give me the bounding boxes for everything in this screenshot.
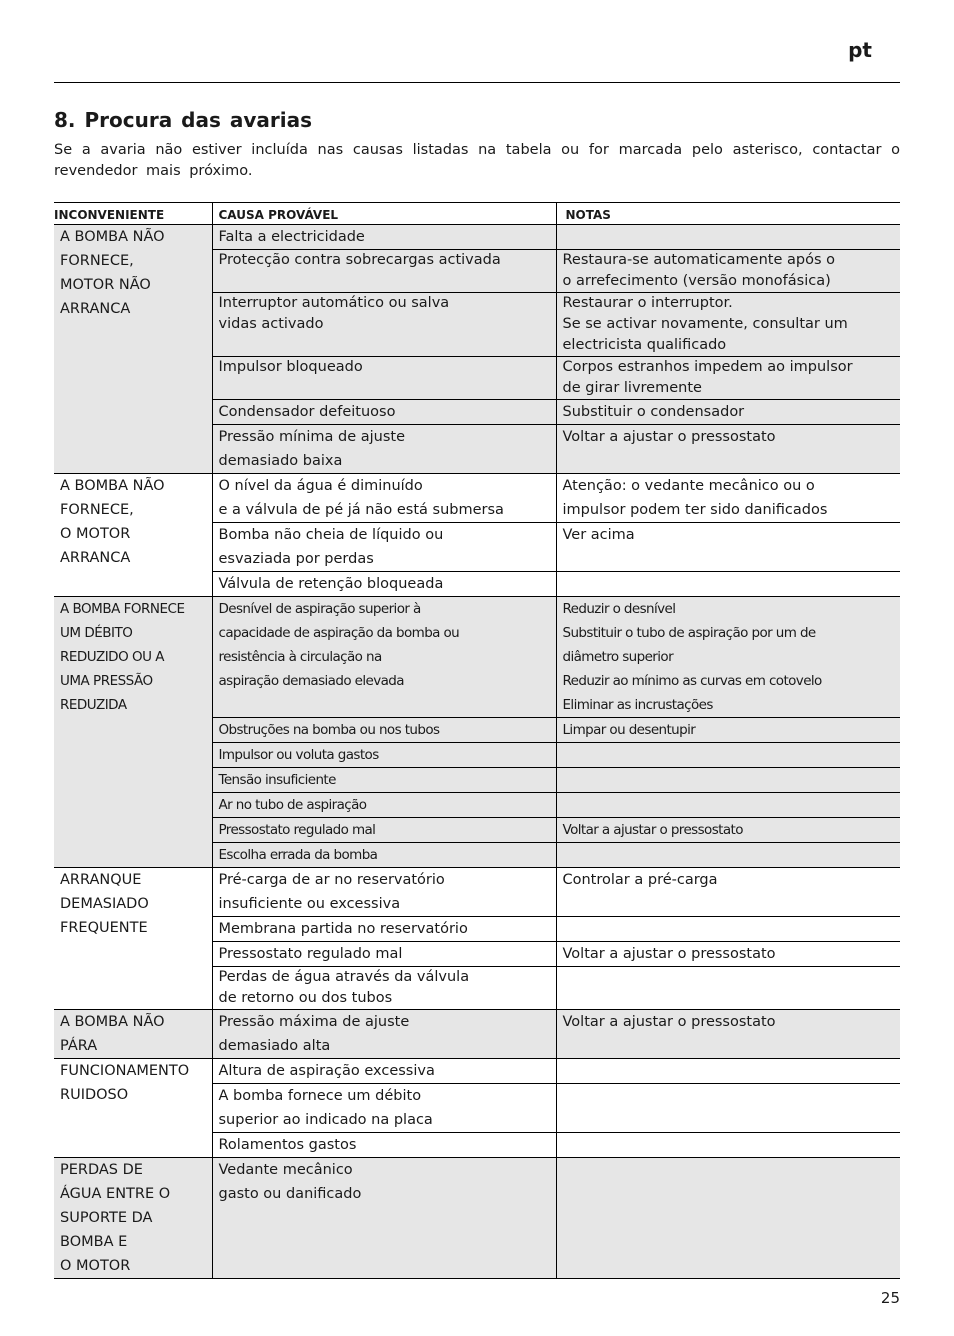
note-cell (556, 1010, 900, 1059)
note-cell (556, 225, 900, 250)
cause-line: vidas activado (218, 316, 324, 332)
issue-line: A BOMBA NÃO (60, 1014, 165, 1030)
section-title: 8. Procura das avarias (54, 108, 312, 132)
cause-line: resistência à circulação na (218, 649, 382, 665)
cause-line: Ar no tubo de aspiração (218, 797, 367, 813)
note-cell (556, 293, 900, 357)
cause-cell (212, 843, 556, 868)
note-cell (556, 400, 900, 425)
cause-line: Desnível de aspiração superior à (218, 601, 421, 617)
column-header-issue: INCONVENIENTE (54, 203, 212, 225)
cause-line: Vedante mecânico (218, 1162, 353, 1178)
table-header-row (54, 203, 900, 225)
note-cell (556, 1158, 900, 1279)
issue-line: A BOMBA FORNECE (60, 601, 185, 617)
issue-line: ÁGUA ENTRE O (60, 1186, 171, 1202)
issue-cell (54, 1158, 212, 1279)
cause-cell (212, 1059, 556, 1084)
cause-cell (212, 818, 556, 843)
cause-cell (212, 1010, 556, 1059)
issue-cell (54, 225, 212, 474)
cause-cell (212, 718, 556, 743)
note-line: Reduzir o desnível (562, 601, 676, 617)
troubleshooting-table (54, 202, 900, 1279)
issue-line: A BOMBA NÃO (60, 229, 165, 245)
issue-cell (54, 1059, 212, 1158)
cause-line: capacidade de aspiração da bomba ou (218, 625, 460, 641)
cause-cell (212, 743, 556, 768)
issue-line: O MOTOR (60, 526, 131, 542)
note-cell (556, 917, 900, 942)
cause-line: O nível da água é diminuído (218, 478, 423, 494)
cause-line: Pressão mínima de ajuste (218, 429, 406, 445)
cause-cell (212, 793, 556, 818)
cause-cell (212, 474, 556, 523)
cause-cell (212, 357, 556, 400)
cause-line: Escolha errada da bomba (218, 847, 378, 863)
note-line: Corpos estranhos impedem ao impulsor (562, 359, 853, 375)
cause-line: Bomba não cheia de líquido ou (218, 527, 444, 543)
issue-line: FORNECE, (60, 502, 134, 518)
issue-line: FORNECE, (60, 253, 134, 269)
issue-line: ARRANQUE (60, 872, 142, 888)
cause-line: Perdas de água através da válvula (218, 969, 470, 985)
note-line: Limpar ou desentupir (562, 722, 696, 738)
header-rule (54, 82, 900, 83)
issue-line: FREQUENTE (60, 920, 148, 936)
note-cell (556, 1133, 900, 1158)
issue-line: MOTOR NÃO (60, 277, 151, 293)
column-header-notes: NOTAS (556, 203, 900, 225)
cause-cell (212, 597, 556, 718)
cause-line: aspiração demasiado elevada (218, 673, 404, 689)
cause-cell (212, 250, 556, 293)
note-cell (556, 474, 900, 523)
page-number: 25 (880, 1289, 900, 1307)
issue-line: BOMBA E (60, 1234, 128, 1250)
cause-cell (212, 400, 556, 425)
cause-line: gasto ou danificado (218, 1186, 362, 1202)
cause-line: esvaziada por perdas (218, 551, 374, 567)
note-cell (556, 967, 900, 1010)
cause-cell (212, 523, 556, 572)
cause-line: Obstruções na bomba ou nos tubos (218, 722, 440, 738)
issue-line: REDUZIDA (60, 697, 127, 713)
note-line: Substituir o condensador (562, 404, 745, 420)
issue-line: RUIDOSO (60, 1087, 129, 1103)
cause-line: e a válvula de pé já não está submersa (218, 502, 504, 518)
cause-line: Pressão máxima de ajuste (218, 1014, 410, 1030)
note-line: electricista qualificado (562, 337, 727, 353)
issue-line: A BOMBA NÃO (60, 478, 165, 494)
issue-cell (54, 868, 212, 1010)
issue-line: SUPORTE DA (60, 1210, 153, 1226)
cause-cell (212, 1158, 556, 1279)
cause-line: Impulsor bloqueado (218, 359, 363, 375)
issue-cell (54, 1010, 212, 1059)
note-cell (556, 818, 900, 843)
cause-cell (212, 942, 556, 967)
note-line: diâmetro superior (562, 649, 674, 665)
cause-line: Rolamentos gastos (218, 1137, 357, 1153)
note-cell (556, 793, 900, 818)
table-row (54, 225, 900, 250)
issue-line: PERDAS DE (60, 1162, 143, 1178)
table-row (54, 868, 900, 917)
cause-cell (212, 293, 556, 357)
note-line: de girar livremente (562, 380, 702, 396)
note-cell (556, 768, 900, 793)
cause-line: insuficiente ou excessiva (218, 896, 401, 912)
note-line: Restaura-se automaticamente após o (562, 252, 835, 268)
cause-line: Tensão insuficiente (218, 772, 336, 788)
note-cell (556, 1084, 900, 1133)
cause-line: Condensador defeituoso (218, 404, 396, 420)
issue-cell (54, 474, 212, 597)
note-line: Voltar a ajustar o pressostato (562, 946, 776, 962)
cause-cell (212, 967, 556, 1010)
note-cell (556, 425, 900, 474)
note-line: Ver acima (562, 527, 635, 543)
issue-line: DEMASIADO (60, 896, 149, 912)
note-line: Substituir o tubo de aspiração por um de (562, 625, 816, 641)
cause-line: Altura de aspiração excessiva (218, 1063, 435, 1079)
note-line: Atenção: o vedante mecânico ou o (562, 478, 815, 494)
cause-line: demasiado alta (218, 1038, 331, 1054)
note-line: Voltar a ajustar o pressostato (562, 1014, 776, 1030)
issue-line: ARRANCA (60, 550, 131, 566)
issue-line: ARRANCA (60, 301, 131, 317)
note-line: Voltar a ajustar o pressostato (562, 429, 776, 445)
note-cell (556, 942, 900, 967)
note-line: Restaurar o interruptor. (562, 295, 733, 311)
note-line: Voltar a ajustar o pressostato (562, 822, 743, 838)
cause-line: superior ao indicado na placa (218, 1112, 433, 1128)
cause-cell (212, 917, 556, 942)
note-line: Reduzir ao mínimo as curvas em cotovelo (562, 673, 822, 689)
issue-line: UM DÉBITO (60, 625, 133, 641)
cause-line: Pressostato regulado mal (218, 946, 403, 962)
table-row (54, 597, 900, 718)
table-body (54, 225, 900, 1279)
note-cell (556, 250, 900, 293)
cause-cell (212, 425, 556, 474)
cause-line: Pré-carga de ar no reservatório (218, 872, 445, 888)
cause-cell (212, 572, 556, 597)
note-line: impulsor podem ter sido danificados (562, 502, 828, 518)
intro-paragraph: Se a avaria não estiver incluída nas causas listadas na tabela ou for marcada pelo asterisco, contactar o revendedor mais próximo. (54, 142, 900, 179)
cause-line: Impulsor ou voluta gastos (218, 747, 379, 763)
cause-cell (212, 1133, 556, 1158)
cause-line: Membrana partida no reservatório (218, 921, 468, 937)
cause-line: de retorno ou dos tubos (218, 990, 393, 1006)
note-line: Se se activar novamente, consultar um (562, 316, 848, 332)
table-row (54, 1059, 900, 1084)
issue-line: REDUZIDO OU A (60, 649, 165, 665)
note-cell (556, 572, 900, 597)
issue-line: UMA PRESSÃO (60, 673, 153, 689)
cause-line: Pressostato regulado mal (218, 822, 376, 838)
note-line: Controlar a pré-carga (562, 872, 718, 888)
note-cell (556, 597, 900, 718)
note-cell (556, 523, 900, 572)
cause-cell (212, 1084, 556, 1133)
cause-line: Falta a electricidade (218, 229, 365, 245)
cause-line: A bomba fornece um débito (218, 1088, 422, 1104)
cause-cell (212, 225, 556, 250)
note-line: Eliminar as incrustações (562, 697, 713, 713)
issue-cell (54, 597, 212, 868)
cause-cell (212, 768, 556, 793)
cause-line: demasiado baixa (218, 453, 343, 469)
table-row (54, 474, 900, 523)
note-cell (556, 1059, 900, 1084)
note-line: o arrefecimento (versão monofásica) (562, 273, 831, 289)
table-row (54, 1158, 900, 1279)
note-cell (556, 743, 900, 768)
language-code: pt (848, 38, 872, 62)
column-header-cause: CAUSA PROVÁVEL (212, 203, 556, 225)
note-cell (556, 868, 900, 917)
note-cell (556, 357, 900, 400)
issue-line: PÁRA (60, 1038, 98, 1054)
note-cell (556, 843, 900, 868)
cause-cell (212, 868, 556, 917)
note-cell (556, 718, 900, 743)
table-row (54, 1010, 900, 1059)
issue-line: FUNCIONAMENTO (60, 1063, 190, 1079)
issue-line: O MOTOR (60, 1258, 131, 1274)
cause-line: Protecção contra sobrecargas activada (218, 252, 501, 268)
cause-line: Interruptor automático ou salva (218, 295, 450, 311)
cause-line: Válvula de retenção bloqueada (218, 576, 444, 592)
